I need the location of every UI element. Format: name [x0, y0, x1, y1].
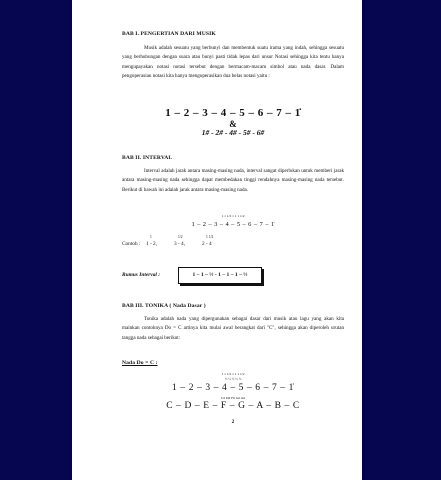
contoh-2: 3 - 4,	[174, 241, 186, 247]
bab1-notes-line2: 1# - 2# - 4# - 5# - 6#	[201, 128, 265, 137]
contoh-1-mark: 1	[150, 235, 152, 239]
rumus-interval-label: Rumus Interval :	[122, 272, 161, 278]
contoh-3: 2 - 4	[202, 241, 212, 247]
bab3-notes: 1 – 2 – 3 – 4 – 5 – 6 – 7 – 1̇	[172, 383, 294, 393]
bab3-subheading: Nada Do = C :	[122, 360, 158, 366]
contoh-3-mark: 1 1/2	[206, 235, 214, 239]
bab1-notes-line1: 1 – 2 – 3 – 4 – 5 – 6 – 7 – 1̇	[165, 107, 301, 119]
bab2-notes: 1 – 2 – 3 – 4 – 5 – 6 – 7 – 1̇	[191, 221, 275, 228]
bab3-paragraph: Tonika adalah nada yang dipergunakan sebagai dasar dari musik atau lagu yang akan kita mainkan contohnya Do = C artinya kita mulai awal berangkat dari "C", sehingga akan diperoleh urutan tangga nada sebagai berikut:	[122, 316, 344, 341]
contoh-label: Contoh :	[122, 241, 141, 247]
bab2-heading: BAB II. INTERVAL	[122, 155, 173, 161]
bab3-letters: C – D – E – F – G – A – B – C	[166, 401, 300, 411]
bab3-heading: BAB III. TONIKA ( Nada Dasar )	[122, 303, 206, 309]
contoh-1: 1 - 2,	[146, 241, 158, 247]
bab1-ampersand: &	[229, 119, 237, 129]
bab1-paragraph: Musik adalah sesuatu yang berbunyi dan membentuk suatu irama yang indah, sehingga sesuatu yang berhubungan dengan suara atau bunyi pasti tidak lepas dari unsur Notasi sehingga kita tentu hanya mengupayakan notasi notasi tersebut dengan bermacam-macam simbol atau nada dasar. Dalam pengoperasian notasi kita hanya mengoperasikan dua belas notasi yaitu :	[122, 45, 344, 80]
bab2-paragraph: Interval adalah jarak antara masing-masing nada, interval sangat diperlukan untuk memberi jarak antara masing-masing nada sehingga dapat membedakan tinggi rendahnya masing-masing nada tersebut. Berikut di bawah ini adalah jarak antara masing-masing nada.	[122, 168, 344, 193]
contoh-2-mark: 1/2	[178, 235, 183, 239]
document-page	[72, 0, 362, 480]
bab1-heading: BAB I. PENGERTIAN DARI MUSIK	[122, 31, 216, 37]
bab2-interval-marks: 1 1 1/2 1 1 1 1/2	[221, 214, 245, 218]
bab3-sub-marks-top: ½ ½ ½ ½ ½	[224, 377, 242, 381]
bab3-interval-marks: 1 1 1/2 1 1 1 1/2	[221, 372, 245, 376]
page-number: 2	[231, 419, 235, 425]
bab3-sub-marks-mid: C# D# F# G# A#	[221, 396, 245, 400]
rumus-interval-box: 1 – 1 – ½ - 1 – 1 – 1 – ½	[178, 267, 262, 284]
